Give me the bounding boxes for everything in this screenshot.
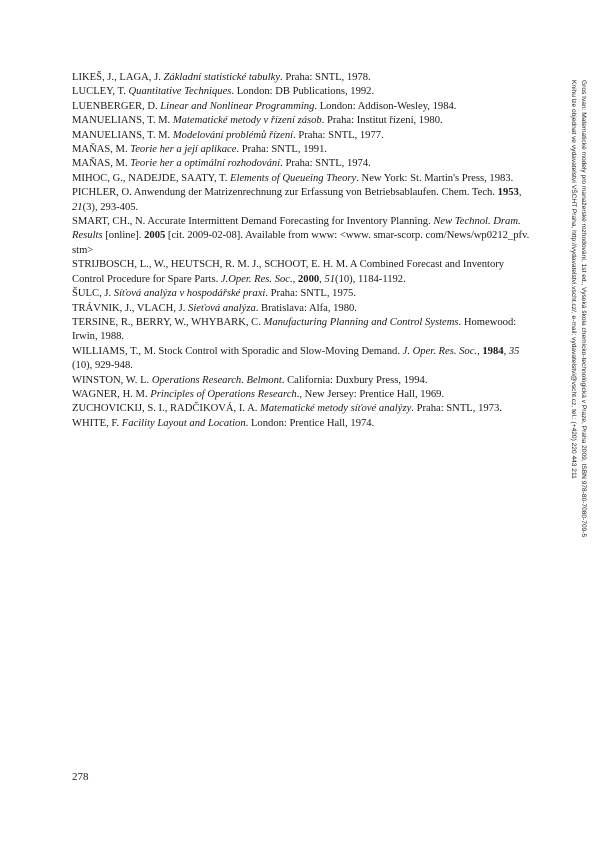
reference-entry bbox=[72, 157, 534, 171]
reference-text: WILLIAMS, T., M. Stock Control with Sporadic and Slow-Moving Demand. bbox=[72, 345, 403, 357]
reference-text: MANUELIANS, T. M. bbox=[72, 129, 173, 141]
reference-entry bbox=[72, 402, 534, 416]
reference-text: . Homewood: Irwin, 1988. bbox=[72, 316, 517, 343]
reference-text: 1953 bbox=[497, 187, 519, 199]
reference-text: , bbox=[319, 273, 325, 285]
reference-text: MIHOC, G., NADEJDE, SAATY, T. bbox=[72, 172, 231, 184]
reference-text: , bbox=[477, 345, 483, 357]
reference-text: Základní statistické tabulky bbox=[163, 72, 281, 83]
reference-text: Sieťová analýza bbox=[188, 302, 256, 314]
reference-text: (3), 293-405. bbox=[82, 201, 139, 213]
reference-text: 1984 bbox=[482, 345, 504, 357]
reference-text: WHITE, F. bbox=[72, 417, 122, 429]
reference-text: Teorie her a optimální rozhodování bbox=[130, 158, 281, 170]
reference-text: . Bratislava: Alfa, 1980. bbox=[255, 302, 357, 314]
reference-text: . London: Prentice Hall, 1974. bbox=[245, 417, 375, 429]
reference-text: 35 bbox=[508, 345, 520, 357]
reference-text: WINSTON, W. L. bbox=[72, 374, 152, 386]
reference-entry bbox=[72, 186, 534, 215]
reference-text: J. Oper. Res. Soc. bbox=[402, 345, 478, 357]
reference-text: Modelování problémů řízení bbox=[172, 129, 294, 141]
reference-list bbox=[72, 71, 534, 431]
side-note-line-1: Gros Ivan: Matematické modely pro manažerské rozhodování, 1st ed., Vysoká škola chemicko-technologická v Praze, Praha 2009, ISBN 978-80-7080-709-5 bbox=[580, 80, 587, 538]
reference-text: . New York: St. Martin's Press, 1983. bbox=[356, 172, 514, 184]
reference-text: . Praha: SNTL, 1978. bbox=[280, 72, 371, 83]
reference-text: Matematické metody síťové analýzy bbox=[260, 403, 412, 415]
reference-text: [online]. bbox=[102, 230, 145, 242]
reference-entry bbox=[72, 302, 534, 316]
reference-text: Manufacturing Planning and Control Systems bbox=[263, 316, 459, 328]
reference-text: Principles of Operations Research bbox=[150, 388, 297, 400]
reference-text: (10), 1184-1192. bbox=[335, 273, 406, 285]
reference-text: WAGNER, H. M. bbox=[72, 388, 151, 400]
reference-text: LIKEŠ, J., LAGA, J. bbox=[72, 72, 164, 83]
reference-entry bbox=[72, 374, 534, 388]
reference-text: . Praha: SNTL, 1975. bbox=[265, 288, 356, 300]
reference-text: LUENBERGER, D. bbox=[72, 100, 161, 112]
reference-entry bbox=[72, 215, 534, 258]
reference-text: Síťová analýza v hospodářské praxi bbox=[113, 288, 266, 300]
reference-text: , bbox=[503, 345, 509, 357]
reference-entry bbox=[72, 287, 534, 301]
side-note-line-2: Knihu lze objednat ve vydavatelství VŠCHT Praha, http://vydavatelstvi.vscht.cz/, e-mail: vydavatelstvi@vscht.cz, tel.: (+420) 220 443 211 bbox=[570, 80, 578, 479]
reference-text: , bbox=[292, 273, 298, 285]
reference-text: ŠULC, J. bbox=[72, 288, 114, 300]
reference-entry bbox=[72, 417, 534, 431]
reference-text: TERSINE, R., BERRY, W., WHYBARK, C. bbox=[72, 316, 264, 328]
reference-text: . California: Duxbury Press, 1994. bbox=[281, 374, 428, 386]
reference-text: ., New Jersey: Prentice Hall, 1969. bbox=[296, 388, 445, 400]
reference-text: . Praha: Institut řízení, 1980. bbox=[321, 115, 443, 127]
reference-entry bbox=[72, 71, 534, 85]
reference-text: MAŇAS, M. bbox=[72, 144, 131, 156]
reference-text: PICHLER, O. Anwendung der Matrizenrechnung zur Erfassung von Betriebsablaufen. Chem. Tech. bbox=[72, 187, 498, 199]
page-number: 278 bbox=[72, 771, 89, 783]
reference-entry bbox=[72, 388, 534, 402]
reference-text: 2000 bbox=[297, 273, 320, 285]
reference-entry bbox=[72, 114, 534, 128]
reference-text: Operations Research. Belmont bbox=[151, 374, 282, 386]
reference-text: Facility Layout and Location bbox=[121, 417, 246, 429]
reference-text: 21 bbox=[72, 201, 83, 213]
reference-text: Teorie her a její aplikace bbox=[130, 144, 237, 156]
reference-text: J.Oper. Res. Soc. bbox=[220, 273, 293, 285]
reference-text: Matematické metody v řízení zásob bbox=[172, 115, 322, 127]
reference-text: , bbox=[518, 187, 522, 199]
reference-entry bbox=[72, 345, 534, 374]
reference-text: . Praha: SNTL, 1973. bbox=[411, 403, 502, 415]
reference-text: 2005 bbox=[144, 230, 166, 242]
reference-text: SMART, CH., N. Accurate Intermittent Demand Forecasting for Inventory Planning. bbox=[72, 216, 434, 228]
reference-text: TRÁVNIK, J., VLACH, J. bbox=[72, 302, 189, 314]
reference-text: Quantitative Techniques bbox=[128, 86, 232, 98]
reference-text: . London: DB Publications, 1992. bbox=[231, 86, 375, 98]
reference-text: 51 bbox=[324, 273, 336, 285]
reference-text: New Technol. Dram. Results bbox=[72, 216, 521, 242]
reference-text: (10), 929-948. bbox=[72, 360, 133, 372]
reference-entry bbox=[72, 143, 534, 157]
reference-text: . Praha: SNTL, 1974. bbox=[280, 158, 371, 170]
reference-text: ZUCHOVICKIJ, S. I., RADČIKOVÁ, I. A. bbox=[72, 403, 261, 415]
reference-text: Elements of Queueing Theory bbox=[230, 172, 357, 184]
reference-entry bbox=[72, 316, 534, 345]
reference-text: . Praha: SNTL, 1991. bbox=[236, 144, 328, 156]
reference-entry bbox=[72, 85, 534, 99]
reference-entry bbox=[72, 100, 534, 114]
reference-text: LUCLEY, T. bbox=[72, 86, 129, 98]
reference-text: MANUELIANS, T. M. bbox=[72, 115, 173, 127]
reference-entry bbox=[72, 258, 534, 287]
reference-entry bbox=[72, 172, 534, 186]
reference-text: Linear and Nonlinear Programming bbox=[160, 100, 315, 112]
reference-text: MAŇAS, M. bbox=[72, 158, 131, 170]
reference-entry bbox=[72, 129, 534, 143]
reference-text: [cit. 2009-02-08]. Available from www: <www. smar-scorp. com/News/wp0212_pfv. stm> bbox=[72, 230, 530, 256]
reference-text: . Praha: SNTL, 1977. bbox=[293, 129, 384, 141]
reference-text: STRIJBOSCH, L., W., HEUTSCH, R. M. J., SCHOOT, E. H. M. A Combined Forecast and Inventory Control Procedure for Spare Parts. bbox=[72, 259, 505, 285]
side-note bbox=[560, 80, 588, 580]
reference-text: . London: Addison-Wesley, 1984. bbox=[314, 100, 457, 112]
